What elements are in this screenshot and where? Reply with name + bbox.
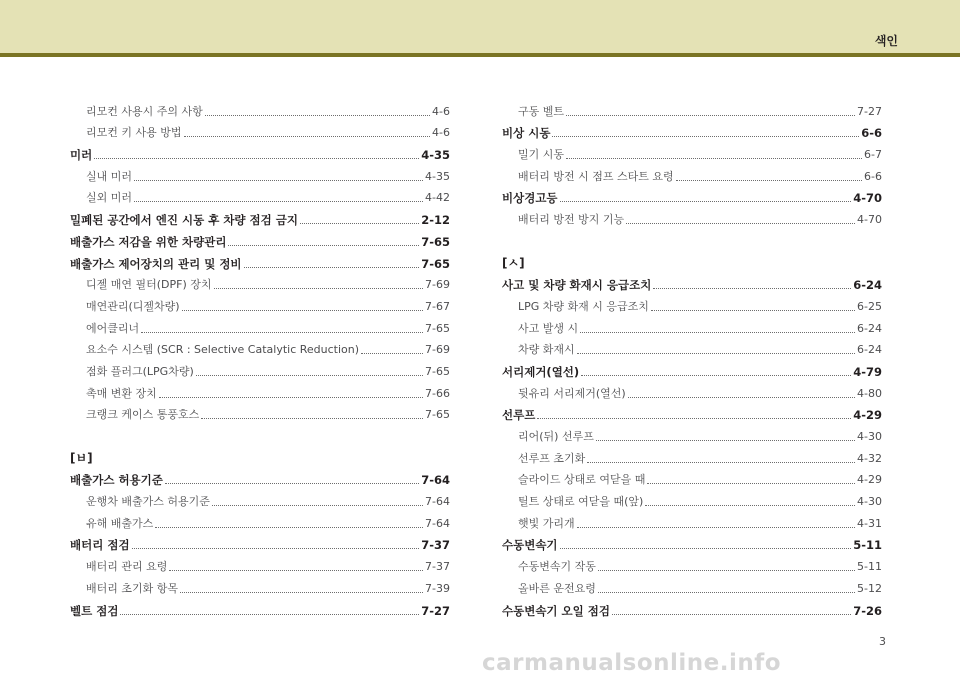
index-entry-page: 4-70 xyxy=(853,191,882,206)
index-entry-label: 촉매 변환 장치 xyxy=(86,386,157,400)
index-entry-label: 점화 플러그(LPG차량) xyxy=(86,364,194,378)
index-entry-label: 벨트 점검 xyxy=(70,603,119,618)
index-entry-sub xyxy=(70,292,450,314)
dot-leader xyxy=(180,592,423,593)
dot-leader xyxy=(141,332,423,333)
dot-leader xyxy=(676,180,862,181)
dot-leader xyxy=(228,245,419,246)
index-entry-label: 리모컨 키 사용 방법 xyxy=(86,126,182,140)
index-column-left xyxy=(70,97,450,618)
index-entry-label: 실외 미러 xyxy=(86,191,133,205)
dot-leader xyxy=(577,353,855,354)
dot-leader xyxy=(244,267,420,268)
index-entry-page: 7-67 xyxy=(425,299,450,313)
index-entry-sub xyxy=(502,574,882,596)
index-entry-page: 7-65 xyxy=(425,364,450,378)
dot-leader xyxy=(596,440,855,441)
dot-leader xyxy=(94,158,419,159)
header-rule xyxy=(0,53,960,57)
dot-leader xyxy=(182,310,423,311)
index-entry-label: 배터리 관리 요령 xyxy=(86,560,168,574)
index-entry-sub xyxy=(70,271,450,293)
index-entry-page: 2-12 xyxy=(421,213,450,228)
index-entry-page: 4-32 xyxy=(857,451,882,465)
dot-leader xyxy=(134,201,423,202)
index-entry-sub xyxy=(70,552,450,574)
index-entry-sub xyxy=(502,336,882,358)
index-entry-main xyxy=(502,271,882,293)
index-entry-label: 밀기 시동 xyxy=(518,148,565,162)
index-section-heading: [ㅅ] xyxy=(502,255,525,270)
dot-leader xyxy=(581,375,851,376)
index-entry-label: 운행차 배출가스 허용기준 xyxy=(86,495,210,509)
index-entry-page: 5-12 xyxy=(857,581,882,595)
dot-leader xyxy=(647,483,855,484)
dot-leader xyxy=(587,462,855,463)
index-entry-sub xyxy=(70,162,450,184)
index-entry-page: 4-29 xyxy=(853,408,882,423)
index-entry-page: 7-65 xyxy=(425,408,450,422)
index-entry-main xyxy=(502,119,882,141)
dot-leader xyxy=(120,614,419,615)
index-entry-label: 밀폐된 공간에서 엔진 시동 후 차량 점검 금지 xyxy=(70,213,298,228)
index-entry-page: 6-7 xyxy=(864,148,882,162)
index-entry-label: 선루프 xyxy=(502,408,536,423)
dot-leader xyxy=(196,375,423,376)
dot-leader xyxy=(201,418,423,419)
index-entry-label: 매연관리(디젤차량) xyxy=(86,299,180,313)
index-entry-label: 햇빛 가리개 xyxy=(518,516,575,530)
index-entry-label: 비상 시동 xyxy=(502,126,551,141)
index-entry-main xyxy=(70,466,450,488)
index-entry-page: 4-6 xyxy=(432,104,450,118)
index-entry-sub xyxy=(502,292,882,314)
section-spacer xyxy=(70,422,450,444)
index-entry-sub xyxy=(70,574,450,596)
index-entry-sub xyxy=(502,205,882,227)
dot-leader xyxy=(159,397,423,398)
index-entry-main xyxy=(502,531,882,553)
index-column-right xyxy=(502,97,882,618)
index-entry-label: 배출가스 허용기준 xyxy=(70,473,163,488)
index-entry-page: 7-65 xyxy=(425,321,450,335)
index-entry-page: 7-39 xyxy=(425,581,450,595)
index-entry-label: 수동변속기 작동 xyxy=(518,560,596,574)
index-entry-label: LPG 차량 화재 시 응급조치 xyxy=(518,299,649,313)
dot-leader xyxy=(598,570,855,571)
index-entry-main xyxy=(70,140,450,162)
index-entry-sub xyxy=(70,379,450,401)
dot-leader xyxy=(212,505,423,506)
index-entry-label: 올바른 운전요령 xyxy=(518,581,596,595)
index-entry-main xyxy=(502,596,882,618)
index-entry-sub xyxy=(70,401,450,423)
dot-leader xyxy=(214,288,424,289)
index-entry-label: 틸트 상태로 여닫을 때(앞) xyxy=(518,495,644,509)
index-entry-label: 사고 및 차량 화재시 응급조치 xyxy=(502,278,652,293)
dot-leader xyxy=(626,223,855,224)
index-entry-page: 5-11 xyxy=(853,538,882,553)
index-entry-sub xyxy=(502,162,882,184)
index-entry-page: 7-69 xyxy=(425,278,450,292)
index-entry-page: 4-35 xyxy=(425,169,450,183)
index-entry-sub xyxy=(502,140,882,162)
index-entry-label: 크랭크 케이스 통풍호스 xyxy=(86,408,200,422)
index-entry-sub xyxy=(502,487,882,509)
index-entry-label: 비상경고등 xyxy=(502,191,558,206)
dot-leader xyxy=(645,505,855,506)
index-entry-sub xyxy=(70,184,450,206)
index-entry-page: 7-64 xyxy=(425,516,450,530)
index-entry-label: 서리제거(열선) xyxy=(502,364,580,379)
dot-leader xyxy=(566,115,855,116)
index-entry-page: 4-30 xyxy=(857,430,882,443)
index-entry-sub xyxy=(502,552,882,574)
index-entry-page: 4-42 xyxy=(425,191,450,205)
index-entry-label: 배터리 방전 방지 기능 xyxy=(518,213,625,227)
dot-leader xyxy=(560,548,852,549)
dot-leader xyxy=(169,570,423,571)
index-entry-page: 6-25 xyxy=(857,299,882,313)
index-entry-label: 구동 벨트 xyxy=(518,104,565,118)
dot-leader xyxy=(205,115,430,116)
dot-leader xyxy=(628,397,855,398)
index-entry-page: 7-37 xyxy=(425,560,450,574)
index-entry-label: 실내 미러 xyxy=(86,169,133,183)
index-entry-page: 4-80 xyxy=(857,386,882,400)
index-entry-page: 6-6 xyxy=(864,169,882,183)
index-entry-page: 6-24 xyxy=(857,321,882,335)
index-entry-page: 7-26 xyxy=(853,603,882,618)
index-entry-sub xyxy=(70,509,450,531)
index-entry-sub xyxy=(502,422,882,444)
dot-leader xyxy=(560,201,852,202)
dot-leader xyxy=(184,136,431,137)
index-entry-label: 배터리 초기화 항목 xyxy=(86,581,179,595)
index-entry-sub xyxy=(502,314,882,336)
index-entry-page: 4-6 xyxy=(432,126,450,140)
dot-leader xyxy=(155,527,423,528)
dot-leader xyxy=(165,483,419,484)
index-entry-main xyxy=(70,205,450,227)
index-entry-label: 에어클리너 xyxy=(86,321,140,335)
index-entry-label: 차량 화재시 xyxy=(518,343,575,357)
index-entry-label: 배터리 방전 시 점프 스타트 요령 xyxy=(518,169,674,183)
index-entry-main xyxy=(70,249,450,271)
index-entry-page: 7-64 xyxy=(421,473,450,488)
index-entry-main xyxy=(70,531,450,553)
index-entry-page: 6-24 xyxy=(857,343,882,357)
index-entry-label: 디젤 매연 필터(DPF) 장치 xyxy=(86,278,212,292)
header-band xyxy=(0,0,960,53)
index-entry-page: 4-70 xyxy=(857,213,882,227)
index-entry-page: 7-65 xyxy=(421,256,450,271)
index-entry-sub xyxy=(502,466,882,488)
page-title: 색인 xyxy=(874,34,898,48)
index-entry-label: 슬라이드 상태로 여닫을 때 xyxy=(518,473,646,487)
watermark: carmanualsonline.info xyxy=(482,650,782,676)
index-entry-page: 4-35 xyxy=(421,148,450,163)
index-entry-sub xyxy=(70,487,450,509)
index-entry-sub xyxy=(502,97,882,119)
index-entry-page: 7-66 xyxy=(425,386,450,400)
dot-leader xyxy=(552,136,859,137)
dot-leader xyxy=(651,310,855,311)
index-entry-label: 리모컨 사용시 주의 사항 xyxy=(86,104,203,118)
index-entry-label: 배터리 점검 xyxy=(70,538,130,553)
index-entry-sub xyxy=(502,379,882,401)
dot-leader xyxy=(577,527,855,528)
index-entry-page: 7-69 xyxy=(425,343,450,357)
index-entry-page: 7-37 xyxy=(421,538,450,553)
index-entry-page: 7-64 xyxy=(425,495,450,509)
index-section-heading: [ㅂ] xyxy=(70,450,93,465)
index-entry-page: 6-24 xyxy=(853,278,882,293)
index-entry-sub xyxy=(70,314,450,336)
dot-leader xyxy=(566,158,862,159)
index-entry-page: 4-79 xyxy=(853,364,882,379)
index-entry-page: 7-65 xyxy=(421,234,450,249)
dot-leader xyxy=(598,592,855,593)
index-entry-page: 4-29 xyxy=(857,473,882,487)
index-entry-page: 5-11 xyxy=(857,560,882,574)
index-entry-label: 배출가스 제어장치의 관리 및 정비 xyxy=(70,256,242,271)
index-entry-label: 유해 배출가스 xyxy=(86,516,154,530)
index-entry-main xyxy=(70,227,450,249)
index-entry-page: 7-27 xyxy=(421,603,450,618)
index-entry-main xyxy=(502,357,882,379)
section-spacer xyxy=(502,227,882,249)
index-entry-label: 뒷유리 서리제거(열선) xyxy=(518,386,626,400)
dot-leader xyxy=(134,180,423,181)
index-entry-label: 미러 xyxy=(70,148,93,163)
index-entry-sub xyxy=(502,444,882,466)
index-entry-sub xyxy=(70,119,450,141)
index-entry-sub xyxy=(70,336,450,358)
index-entry-main xyxy=(502,401,882,423)
page-number: 3 xyxy=(879,635,886,648)
index-entry-label: 배출가스 저감을 위한 차량관리 xyxy=(70,234,227,249)
index-entry-sub xyxy=(70,357,450,379)
dot-leader xyxy=(132,548,420,549)
index-entry-label: 요소수 시스템 (SCR : Selective Catalytic Reduction) xyxy=(86,343,360,357)
dot-leader xyxy=(580,332,855,333)
index-entry-label: 리어(뒤) 선루프 xyxy=(518,430,594,443)
dot-leader xyxy=(537,418,851,419)
index-entry-sub xyxy=(502,509,882,531)
index-entry-sub xyxy=(70,97,450,119)
index-entry-page: 6-6 xyxy=(861,126,882,141)
index-entry-label: 사고 발생 시 xyxy=(518,321,579,335)
index-entry-page: 7-27 xyxy=(857,104,882,118)
index-entry-main xyxy=(70,596,450,618)
index-entry-label: 수동변속기 xyxy=(502,538,558,553)
index-entry-label: 수동변속기 오일 점검 xyxy=(502,603,610,618)
index-entry-page: 4-31 xyxy=(857,516,882,530)
index-entry-page: 4-30 xyxy=(857,495,882,509)
dot-leader xyxy=(361,353,423,354)
dot-leader xyxy=(612,614,851,615)
index-entry-label: 선루프 초기화 xyxy=(518,451,586,465)
index-entry-main xyxy=(502,184,882,206)
dot-leader xyxy=(653,288,851,289)
dot-leader xyxy=(300,223,419,224)
